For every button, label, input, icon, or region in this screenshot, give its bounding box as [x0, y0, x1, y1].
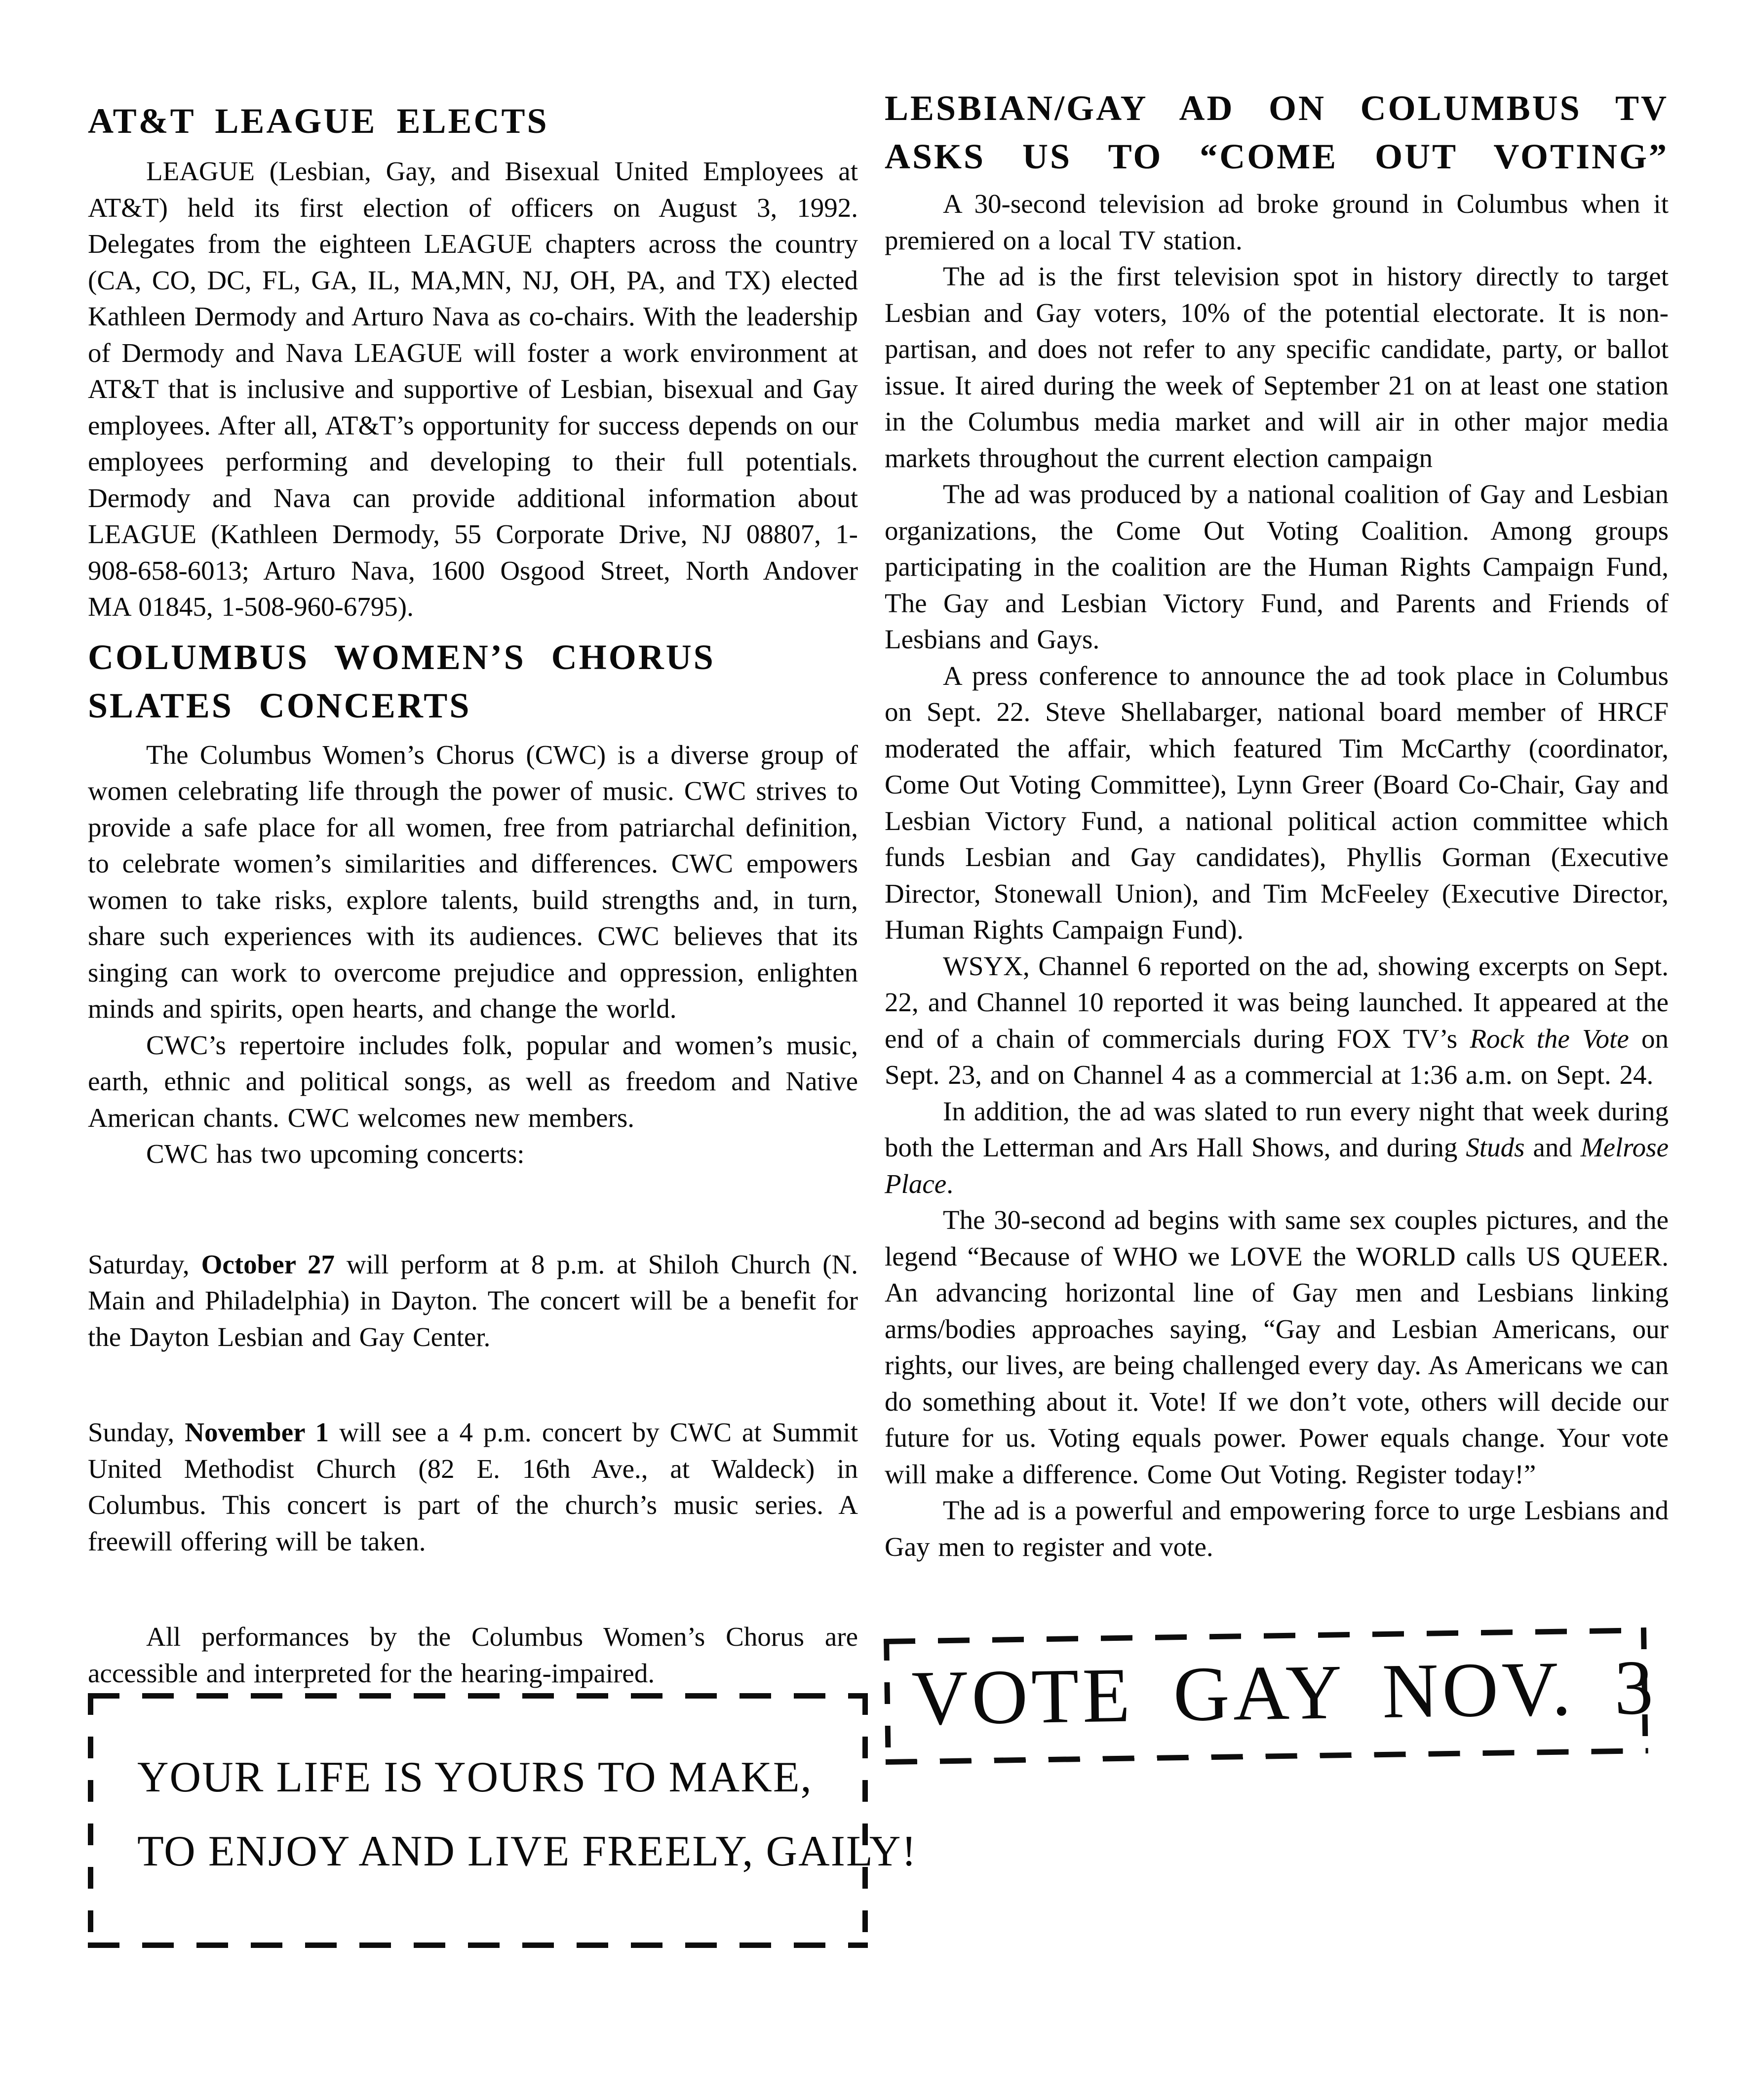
para5-text-a: WSYX, Channel 6 reported on the ad, showing excerpts on Sept. 22, and Channel 10 reported it was being launched. It appeared at the end of a chain of commercials during FOX TV’s [885, 951, 1669, 1054]
concert-item-november [88, 1414, 858, 1559]
concert1-text: will perform at 8 p.m. at Shiloh Church (N. Main and Philadelphia) in Dayton. The concert will be a benefit for the Dayton Lesbian and Gay Center. [88, 1249, 858, 1352]
tv-ad-title-line1: LESBIAN/GAY AD ON COLUMBUS TV [885, 88, 1669, 128]
tv-ad-paragraph-8: The ad is a powerful and empowering force to urge Lesbians and Gay men to register and vote. [885, 1495, 1669, 1562]
concert2-date: November 1 [185, 1417, 329, 1447]
cwc-paragraph-3: CWC has two upcoming concerts: [146, 1139, 525, 1169]
concert-item-october [88, 1246, 858, 1355]
tv-ad-paragraph-5 [885, 948, 1669, 1093]
concert2-prefix: Sunday, [88, 1417, 185, 1447]
concert1-date: October 27 [201, 1249, 335, 1279]
para6-text-c: . [946, 1168, 953, 1199]
att-league-body: LEAGUE (Lesbian, Gay, and Bisexual United Employees at AT&T) held its first election of officers on August 3, 1992. Delegates from the eighteen LEAGUE chapters across the country (CA, CO, DC, FL, GA, IL, MA,MN, NJ, OH, PA, and TX) elected Kathleen Dermody and Arturo Nava as co-chairs. With the leadership of Dermody and Nava LEAGUE will foster a work environment at AT&T that is inclusive and supportive of Lesbian, bisexual and Gay employees. After all, AT&T’s opportunity for success depends on our employees performing and developing to their full potentials. Dermody and Nava can provide additional information about LEAGUE (Kathleen Dermody, 55 Corporate Drive, NJ 08807, 1-908-658-6013; Arturo Nava, 1600 Osgood Street, North Andover MA 01845, 1-508-960-6795). [88, 156, 858, 622]
para5-text-b: on Sept. 23, and on Channel 4 as a commercial at 1:36 a.m. on Sept. 24. [885, 1023, 1669, 1090]
life-quote-line2: TO ENJOY AND LIVE FREELY, GAILY! [137, 1827, 917, 1875]
para6-show-title-1: Studs [1466, 1132, 1525, 1162]
para6-text-a: In addition, the ad was slated to run every night that week during both the Letterman and Ars Hall Shows, and during [885, 1096, 1669, 1162]
tv-ad-paragraph-4: A press conference to announce the ad took place in Columbus on Sept. 22. Steve Shellabarger, national board member of HRCF moderated the affair, which featured Tim McCarthy (coordinator, Come Out Voting Committee), Lynn Greer (Board Co-Chair, Gay and Lesbian Victory Fund, a national political action committee which funds Lesbian and Gay candidates), Phyllis Gorman (Executive Director, Stonewall Union), and Tim McFeeley (Executive Director, Human Rights Campaign Fund). [885, 660, 1669, 945]
tv-ad-paragraph-2: The ad is the first television spot in history directly to target Lesbian and Gay voters, 10% of the potential electorate. It is non-partisan, and does not refer to any specific candidate, party, or ballot issue. It aired during the week of September 21 on at least one station in the Columbus media market and will air in other major media markets throughout the current election campaign [885, 261, 1669, 473]
tv-ad-title-line2: ASKS US TO “COME OUT VOTING” [885, 137, 1669, 176]
life-quote-line1: YOUR LIFE IS YOURS TO MAKE, [137, 1753, 813, 1801]
para6-text-b: and [1524, 1132, 1581, 1162]
article-title-tv-ad [885, 84, 1669, 181]
life-quote-box [88, 1693, 917, 1948]
vote-gay-text: VOTE GAY NOV. 3 [911, 1644, 1658, 1742]
cwc-accessibility-note: All performances by the Columbus Women’s Chorus are accessible and interpreted for the hearing-impaired. [88, 1622, 858, 1688]
concert2-text: will see a 4 p.m. concert by CWC at Summit United Methodist Church (82 E. 16th Ave., at Waldeck) in Columbus. This concert is part of the church’s music series. A freewill offering will be taken. [88, 1417, 858, 1556]
para6-show-title-2: Melrose Place [885, 1132, 1669, 1199]
tv-ad-paragraph-3: The ad was produced by a national coalition of Gay and Lesbian organizations, the Come Out Voting Coalition. Among groups participating in the coalition are the Human Rights Campaign Fund, The Gay and Lesbian Victory Fund, and Parents and Friends of Lesbians and Gays. [885, 479, 1669, 654]
concert1-prefix: Saturday, [88, 1249, 201, 1279]
tv-ad-paragraph-6 [885, 1093, 1669, 1202]
article-title-att-league: AT&T LEAGUE ELECTS [88, 101, 549, 141]
vote-gay-box [884, 1627, 1658, 1765]
left-column [88, 97, 917, 1948]
right-column [885, 84, 1669, 1765]
para5-show-title: Rock the Vote [1470, 1023, 1629, 1054]
cwc-paragraph-1: The Columbus Women’s Chorus (CWC) is a diverse group of women celebrating life through the power of music. CWC strives to provide a safe place for all women, free from patriarchal definition, to celebrate women’s similarities and differences. CWC empowers women to take risks, explore talents, build strengths and, in turn, share such experiences with its audiences. CWC believes that its singing can work to overcome prejudice and oppression, enlighten minds and spirits, open hearts, and change the world. [88, 739, 858, 1024]
tv-ad-paragraph-7: The 30-second ad begins with same sex couples pictures, and the legend “Because of WHO we LOVE the WORLD calls US QUEER. An advancing horizontal line of Gay men and Lesbians linking arms/bodies approaches saying, “Gay and Lesbian Americans, our rights, our lives, are being challenged every day. As Americans we can do something about it. Vote! If we don’t vote, others will decide our future for us. Voting equals power. Power equals change. Your vote will make a difference. Come Out Voting. Register today!” [885, 1205, 1669, 1489]
tv-ad-paragraph-1: A 30-second television ad broke ground in Columbus when it premiered on a local TV station. [885, 189, 1669, 255]
cwc-title-line1: COLUMBUS WOMEN’S CHORUS [88, 637, 715, 677]
cwc-paragraph-2: CWC’s repertoire includes folk, popular and women’s music, earth, ethnic and political songs, as well as freedom and Native American chants. CWC welcomes new members. [88, 1030, 858, 1133]
cwc-title-line2: SLATES CONCERTS [88, 685, 471, 725]
article-title-cwc [88, 633, 858, 730]
